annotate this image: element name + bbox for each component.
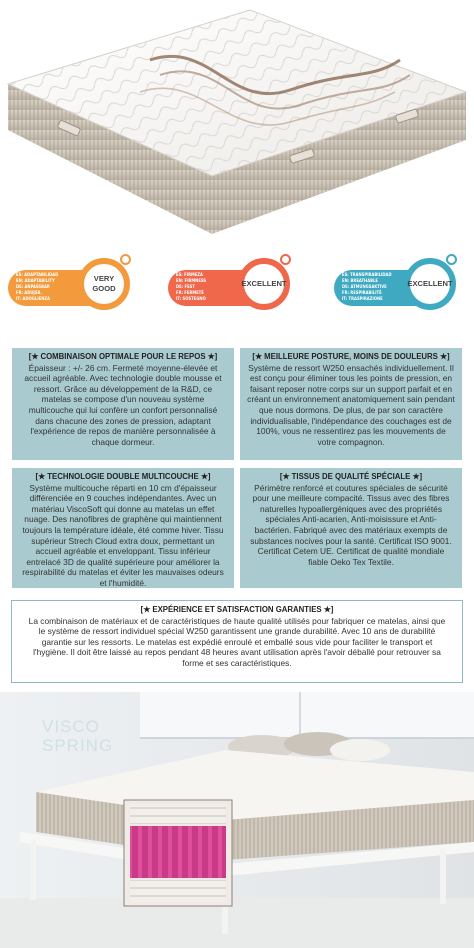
box-title: [★ TISSUS DE QUALITÉ SPÉCIALE ★] — [279, 472, 423, 481]
rating-badge-adaptability — [4, 250, 144, 316]
info-box-posture — [240, 348, 462, 460]
badge-item: EN: ADAPTABILITY — [16, 278, 55, 283]
badge-item: DE: FEST — [176, 284, 195, 289]
rating-badge-firmness — [164, 250, 304, 316]
badge-item: ES: TRANSPIRABILIDAD — [342, 272, 392, 277]
room-title-line2: SPRING — [42, 736, 114, 755]
rating-label: EXCELLENT — [407, 279, 453, 288]
badge-item: DE: ANPASSBAR — [16, 284, 50, 289]
rating-ring — [78, 258, 130, 310]
badge-item: FR: FERMETÉ — [176, 290, 204, 295]
rating-badge-breathability — [330, 250, 470, 316]
badge-item: EN: BREATHABLE — [342, 278, 378, 283]
box-text: Périmètre renforcé et coutures spéciales de sécurité pour une meilleure compacité. Tissus avec des fibres naturelles hypoallergéniques avec des propriétés spéciales Anti-acarien, Anti-moisissure et Anti-bactérien. Fabriqué avec des matériaux exempts de substances nocives pour la santé. Certificat ISO 9001. Certificat Cetem UE. Certificat de qualité mondiale fiable Oeko Tex Textile. — [250, 482, 452, 567]
box-text: La combinaison de matériaux et de caractéristiques de haute qualité utilisés pour fabriquer ce matelas, ainsi que le système de ressort individuel spécial W250 garantissent une grande durabilité. Avec 10 ans de durabilité garantie sur les ressorts. Le matelas est expédié enroulé et emballé sous vide pour faciliter le transport et l'hygiène. Il doit être laissé au repos pendant 48 heures avant utilisation après l'avoir déballé pour retrouver sa forme et ses caractéristiques. — [28, 615, 446, 668]
badge-item: ES: ADAPTABILIDAD — [16, 272, 59, 277]
rating-label: VERY GOOD — [92, 274, 116, 293]
badge-item: DE: ATMUNGSAKTIVE — [342, 284, 387, 289]
info-box-combinaison — [12, 348, 234, 460]
badge-item: IT: TRASPIRAZIONE — [342, 296, 383, 301]
badge-dot-icon — [120, 254, 131, 265]
badge-item: ES: FIRMEZA — [176, 272, 203, 277]
rating-label: EXCELLENT — [241, 279, 287, 288]
badge-item: IT: ADOGLIENZA — [16, 296, 51, 301]
badge-item: FR: RESPIRABILITÉ — [342, 290, 382, 295]
box-text: Épaisseur : +/- 26 cm. Fermeté moyenne-élevée et accueil agréable. Avec technologie double mousse et ressort. Grâce au développement de la R&D, ce matelas se compose d'un nouveau système multicouche qui lui confère un confort personnalisé dans chacune des zones de pression, adaptant l'expérience de repos de manière personnalisée à chaque dormeur. — [24, 362, 222, 447]
badge-item: EN: FIRMNESS — [176, 278, 207, 283]
info-box-experience — [11, 600, 463, 683]
rating-ring — [238, 258, 290, 310]
box-text: Système de ressort W250 ensachés individuellement. Il est conçu pour éliminer tous les points de pression, en faisant reposer notre corps sur un support parfait et en créant un environnement anatomiquement sain pendant que nous dormons. De plus, de par son caractère individualisable, l'indépendance des couchages est de 100%, vous ne ressentirez pas les mouvements de votre compagnon. — [247, 362, 455, 447]
badge-item: FR: ADUJSB. — [16, 290, 42, 295]
room-title-line1: VISCO — [42, 717, 100, 736]
badge-dot-icon — [280, 254, 291, 265]
info-box-technologie — [12, 468, 234, 588]
box-text: Système multicouche réparti en 10 cm d'épaisseur différenciée en 9 couches indépendantes. Avec un matériau ViscoSoft qui donne au matelas un effet nuage. Des nanofibres de graphène qui maintiennent toujours la température idéale, été comme hiver. Tissu supérieur Strech Cloud extra doux, permettant un accueil agréable et enveloppant. Tissu inférieur entrelacé 3D de qualité supérieure pour améliorer la respirabilité du matelas et éviter les mauvaises odeurs et l'humidité. — [22, 482, 224, 588]
box-title: [★ TECHNOLOGIE DOUBLE MULTICOUCHE ★] — [35, 472, 211, 481]
box-title: [★ EXPÉRIENCE ET SATISFACTION GARANTIES ★] — [140, 605, 334, 614]
badge-item: IT: SOSTEGNO — [176, 296, 206, 301]
box-title: [★ COMBINAISON OPTIMALE POUR LE REPOS ★] — [28, 352, 218, 361]
box-title: [★ MEILLEURE POSTURE, MOINS DE DOULEURS ★] — [252, 352, 450, 361]
badge-dot-icon — [446, 254, 457, 265]
info-box-tissus — [240, 468, 462, 588]
rating-ring — [404, 258, 456, 310]
mattress-product-image — [0, 0, 474, 248]
